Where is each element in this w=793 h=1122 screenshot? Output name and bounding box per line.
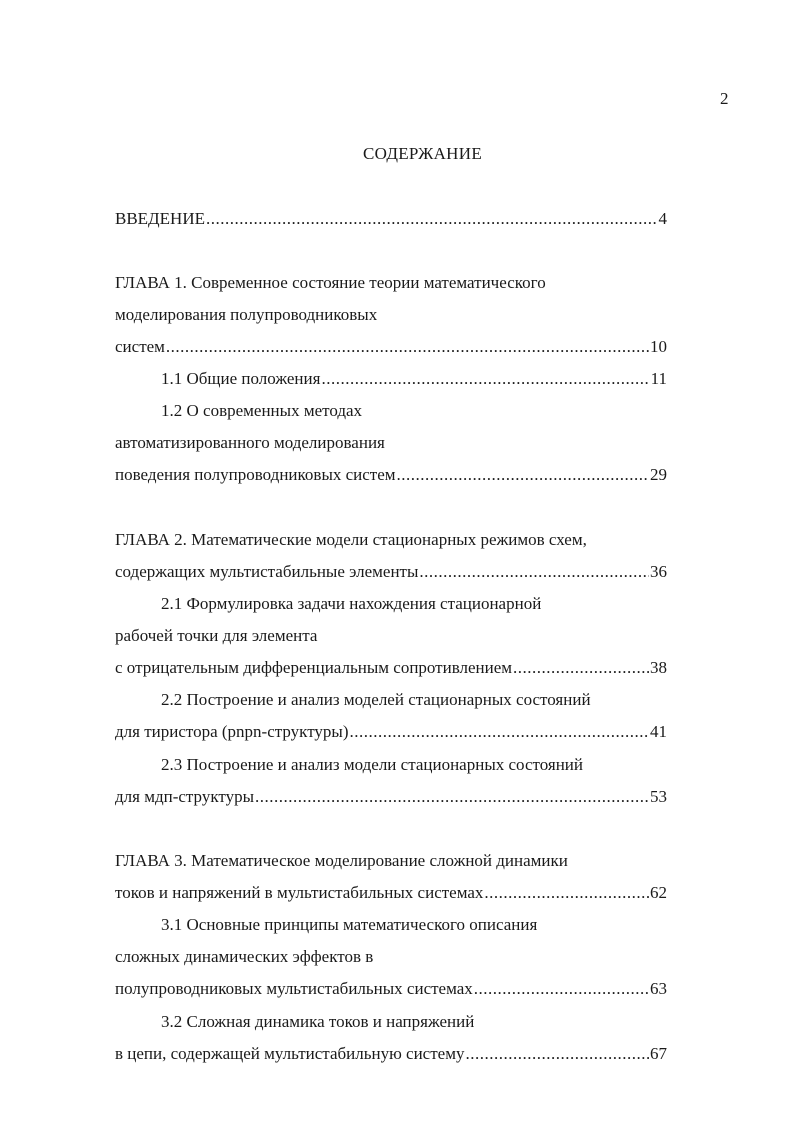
toc-entry-section-2-3[interactable] [115, 786, 667, 808]
toc-entry-text: для тиристора (pnpn-структуры) [115, 722, 349, 741]
dot-leader [166, 336, 649, 358]
chapter-2-title-line-1: ГЛАВА 2. Математические модели стационарных режимов схем, [115, 530, 587, 549]
toc-page-number: 67 [650, 1044, 667, 1063]
toc-page-number: 36 [650, 562, 667, 581]
toc-entry-text: для мдп-структуры [115, 787, 254, 806]
dot-leader [255, 786, 649, 808]
toc-entry-text: 1.1 Общие положения [161, 369, 321, 388]
toc-page-number: 53 [650, 787, 667, 806]
page-title: СОДЕРЖАНИЕ [362, 144, 483, 163]
section-3-1-title-line-2: сложных динамических эффектов в [115, 947, 374, 966]
dot-leader [206, 208, 658, 230]
toc-page-number: 11 [650, 369, 667, 388]
page-number: 2 [720, 89, 729, 108]
section-3-2-title-line-1: 3.2 Сложная динамика токов и напряжений [161, 1012, 475, 1031]
toc-entry-section-1-1[interactable] [161, 368, 667, 390]
toc-page-number: 41 [650, 722, 667, 741]
toc-page-number: 10 [650, 337, 667, 356]
dot-leader [349, 721, 649, 743]
dot-leader [397, 464, 649, 486]
toc-entry-text: токов и напряжений в мультистабильных системах [115, 883, 484, 902]
toc-entry-text: содержащих мультистабильные элементы [115, 562, 419, 581]
toc-entry-section-3-1[interactable] [115, 978, 667, 1000]
section-1-2-title-line-2: автоматизированного моделирования [115, 433, 385, 452]
dot-leader [419, 561, 649, 583]
toc-entry-text: систем [115, 337, 165, 356]
section-2-1-title-line-1: 2.1 Формулировка задачи нахождения стационарной [161, 594, 542, 613]
toc-page-number: 4 [658, 209, 667, 228]
section-1-2-title-line-1: 1.2 О современных методах [161, 401, 363, 420]
toc-entry-section-2-1[interactable] [115, 657, 667, 679]
toc-entry-chapter-2[interactable] [115, 561, 667, 583]
toc-entry-section-1-2[interactable] [115, 464, 667, 486]
toc-entry-text: в цепи, содержащей мультистабильную систему [115, 1044, 465, 1063]
chapter-3-title-line-1: ГЛАВА 3. Математическое моделирование сложной динамики [115, 851, 568, 870]
toc-entry-section-3-2[interactable] [115, 1043, 667, 1065]
dot-leader [484, 882, 649, 904]
toc-entry-chapter-1[interactable] [115, 336, 667, 358]
toc-entry-text: поведения полупроводниковых систем [115, 465, 396, 484]
toc-entry-chapter-3[interactable] [115, 882, 667, 904]
toc-entry-text: ВВЕДЕНИЕ [115, 209, 205, 228]
dot-leader [513, 657, 649, 679]
section-2-3-title-line-1: 2.3 Построение и анализ модели стационарных состояний [161, 755, 583, 774]
section-3-1-title-line-1: 3.1 Основные принципы математического описания [161, 915, 538, 934]
section-2-2-title-line-1: 2.2 Построение и анализ моделей стационарных состояний [161, 690, 591, 709]
chapter-1-title-line-1: ГЛАВА 1. Современное состояние теории математического [115, 273, 546, 292]
toc-page-number: 29 [650, 465, 667, 484]
toc-entry-text: с отрицательным дифференциальным сопротивлением [115, 658, 513, 677]
section-2-1-title-line-2: рабочей точки для элемента [115, 626, 318, 645]
dot-leader [465, 1043, 649, 1065]
toc-page-number: 62 [650, 883, 667, 902]
toc-entry-intro[interactable] [115, 208, 667, 230]
toc-page-number: 38 [650, 658, 667, 677]
toc-entry-text: полупроводниковых мультистабильных системах [115, 979, 473, 998]
dot-leader [474, 978, 649, 1000]
toc-entry-section-2-2[interactable] [115, 721, 667, 743]
dot-leader [321, 368, 649, 390]
toc-page-number: 63 [650, 979, 667, 998]
chapter-1-title-line-2: моделирования полупроводниковых [115, 305, 378, 324]
